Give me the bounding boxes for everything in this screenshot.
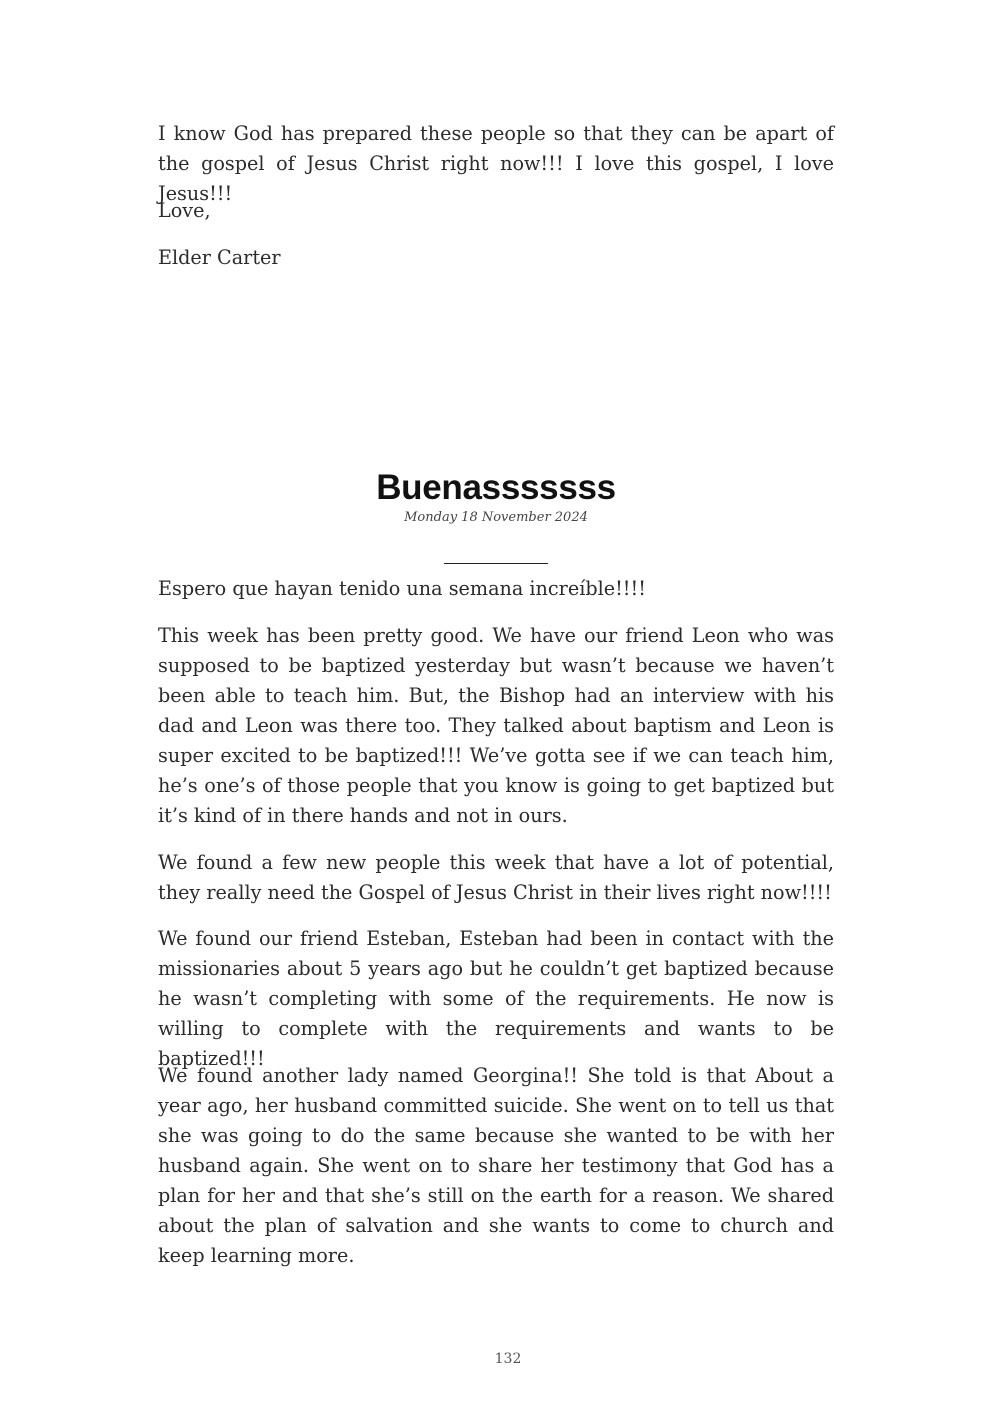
greeting-paragraph: Espero que hayan tenido una semana increíble!!!! (158, 577, 646, 600)
paragraph-georgina: We found another lady named Georgina!! She told is that About a year ago, her husband committed suicide. She went on to tell us that she was going to do the same because she wanted to be with her husband again. She went on to share her testimony that God has a plan for her and that she’s still on the earth for a reason. We shared about the plan of salvation and she wants to come to church and keep learning more. (158, 1064, 834, 1267)
signature: Elder Carter (158, 246, 281, 269)
sign-off: Love, (158, 199, 211, 222)
paragraph-esteban: We found our friend Esteban, Esteban had been in contact with the missionaries about 5 years ago but he couldn’t get baptized because he wasn’t completing with some of the requirements. He now is willing to complete with the requirements and wants to be baptized!!! (158, 927, 834, 1070)
previous-letter-closing-paragraph: I know God has prepared these people so that they can be apart of the gospel of Jesus Christ right now!!! I love this gospel, I love Jesus!!! (158, 122, 834, 205)
entry-title: Buenasssssss (376, 468, 616, 507)
paragraph-leon: This week has been pretty good. We have our friend Leon who was supposed to be baptized yesterday but wasn’t because we haven’t been able to teach him. But, the Bishop had an interview with his dad and Leon was there too. They talked about baptism and Leon is super excited to be baptized!!! We’ve gotta see if we can teach him, he’s one’s of those people that you know is going to get baptized but it’s kind of in there hands and not in ours. (158, 624, 834, 827)
title-divider (444, 563, 548, 564)
entry-date: Monday 18 November 2024 (404, 510, 588, 525)
page-number: 132 (494, 1351, 522, 1367)
paragraph-new-people: We found a few new people this week that have a lot of potential, they really need the Gospel of Jesus Christ in their lives right now!!!! (158, 851, 834, 904)
